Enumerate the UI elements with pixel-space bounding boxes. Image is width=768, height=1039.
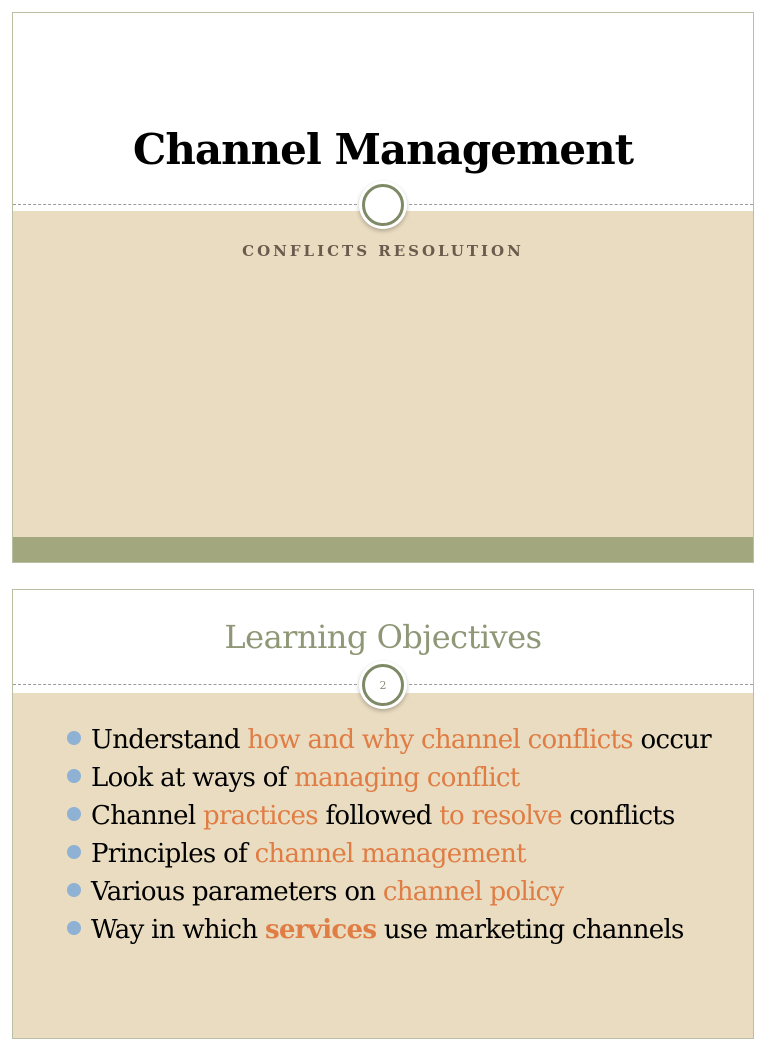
highlighted-text: how and why channel conflicts bbox=[247, 725, 633, 755]
bullet-dot-icon bbox=[67, 883, 81, 897]
bullet-text: occur bbox=[632, 725, 711, 755]
slide-title: Channel Management bbox=[132, 125, 634, 174]
bullet-text: use marketing channels bbox=[376, 915, 684, 945]
bullet-dot-icon bbox=[67, 845, 81, 859]
footer-bar bbox=[13, 537, 753, 563]
bullet-item bbox=[67, 800, 727, 832]
bullet-text: Principles of bbox=[91, 839, 255, 869]
bullet-item bbox=[67, 838, 727, 870]
title-slide bbox=[12, 12, 754, 563]
bullet-dot-icon bbox=[67, 921, 81, 935]
objectives-slide bbox=[12, 589, 754, 1039]
bullet-item bbox=[67, 762, 727, 794]
bullet-dot-icon bbox=[67, 807, 81, 821]
bullet-text: Look at ways of bbox=[91, 763, 295, 793]
bullet-item bbox=[67, 914, 727, 946]
bullet-text: Understand bbox=[91, 725, 248, 755]
bullet-list bbox=[67, 724, 727, 952]
bullet-text: Channel bbox=[91, 801, 203, 831]
highlighted-text: channel policy bbox=[382, 877, 564, 907]
bullet-text: Way in which bbox=[91, 915, 266, 945]
highlighted-text: channel management bbox=[254, 839, 526, 869]
bullet-text: Various parameters on bbox=[91, 877, 383, 907]
bullet-dot-icon bbox=[67, 731, 81, 745]
highlighted-text: practices bbox=[203, 801, 318, 831]
title-band bbox=[13, 13, 753, 211]
bullet-item bbox=[67, 724, 727, 756]
bullet-text: followed bbox=[317, 801, 440, 831]
slide-number: 2 bbox=[362, 664, 404, 706]
slide-title: Learning Objectives bbox=[224, 618, 542, 656]
bullet-text: conflicts bbox=[561, 801, 675, 831]
slide-subtitle: CONFLICTS RESOLUTION bbox=[242, 242, 524, 260]
ring-ornament-icon bbox=[362, 184, 404, 226]
highlighted-text: managing conflict bbox=[294, 763, 520, 793]
highlighted-text: services bbox=[265, 915, 377, 945]
highlighted-text: to resolve bbox=[439, 801, 562, 831]
bullet-item bbox=[67, 876, 727, 908]
bullet-dot-icon bbox=[67, 769, 81, 783]
